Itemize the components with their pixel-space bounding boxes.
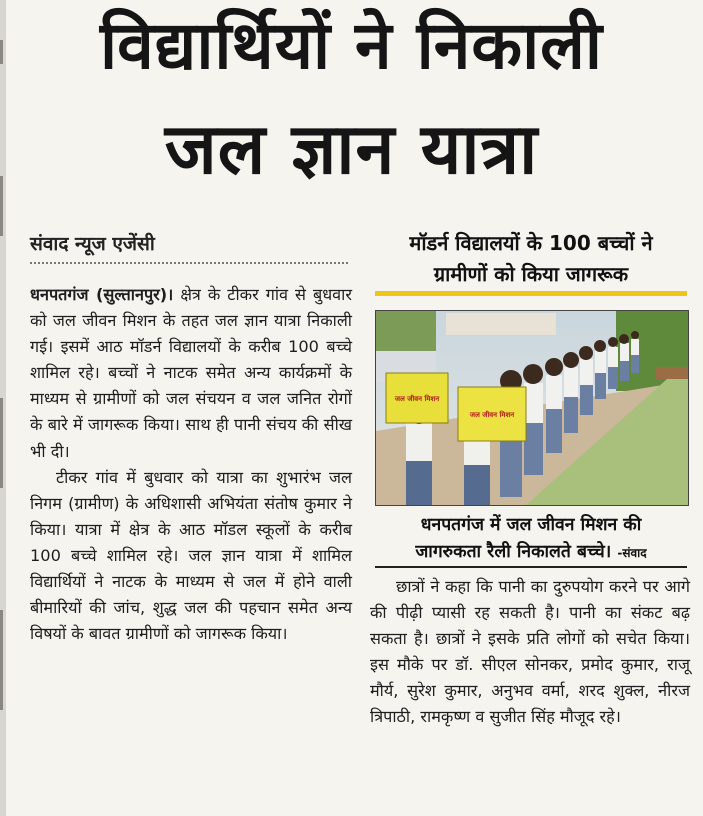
wall (656, 367, 688, 379)
photo-caption (372, 512, 690, 567)
caption-line-1: धनपतगंज में जल जीवन मिशन की (420, 515, 642, 535)
byline: संवाद न्यूज एजेंसी (30, 233, 155, 255)
paragraph-1-text: क्षेत्र के टीकर गांव से बुधवार को जल जीवन मिशन के तहत जल ज्ञान यात्रा निकाली गई। इसमें आठ मॉडर्न विद्यालयों के करीब 100 बच्चे शामिल रहे। बच्चों ने नाटक समेत अन्य कार्यक्रमों के माध्यम से ग्रामीणों को जल संचयन व जल जनित रोगों के बारे में जागरूक किया। साथ ही पानी संचय की सीख भी दी। (30, 285, 352, 461)
caption-line-2: जागरुकता रैली निकालते बच्चे। (415, 542, 612, 562)
placard-1 (386, 373, 448, 423)
article-paragraph-2: टीकर गांव में बुधवार को यात्रा का शुभारंभ जल निगम (ग्रामीण) के अधिशासी अभियंता संतोष कुमार ने किया। यात्रा में क्षेत्र के आठ मॉडल स्कूलों के करीब 100 बच्चे शामिल रहे। जल ज्ञान यात्रा में शामिल विद्यार्थियों ने नाटक के माध्यम से जल में होने वाली बीमारियों की जांच, शुद्ध जल की पहचान समेत अन्य विषयों के बावत ग्रामीणों को जागरूक किया। (30, 467, 352, 644)
subhead-line-2: ग्रामीणों को किया जागरूक (433, 262, 629, 286)
rally-photo-illustration (376, 311, 688, 505)
subhead-line-1: मॉडर्न विद्यालयों के 100 बच्चों ने (409, 231, 653, 255)
dateline: धनपतगंज (सुल्तानपुर)। (30, 285, 174, 304)
trees-left (376, 311, 436, 351)
placard-2 (458, 387, 526, 441)
accent-rule (375, 291, 687, 296)
edge-mark (0, 398, 3, 488)
article-paragraph-3: छात्रों ने कहा कि पानी का दुरुपयोग करने पर आगे की पीढ़ी प्यासी रह सकती है। पानी का संकट बढ़ सकता है। छात्रों ने इसके प्रति लोगों को सचेत किया। इस मौके पर डॉ. सीएल सोनकर, प्रमोद कुमार, राजू मौर्य, सुरेश कुमार, अनुभव वर्मा, शरद शुक्ल, नीरज त्रिपाठी, रामकृष्ण व सुजीत सिंह मौजूद रहे। (370, 577, 690, 727)
banner (446, 313, 556, 335)
byline-divider (30, 262, 348, 264)
article-column-2 (370, 574, 690, 731)
placard-1-text: जल जीवन मिशन (394, 395, 440, 403)
caption-credit: -संवाद (617, 546, 647, 560)
article-paragraph-1 (30, 282, 352, 465)
article-column-1 (30, 282, 352, 647)
edge-mark (0, 610, 3, 710)
caption-rule (375, 566, 687, 568)
rally-photo (375, 310, 689, 506)
sidebar-subhead (372, 228, 690, 290)
placard-2-text: जल जीवन मिशन (469, 411, 515, 419)
headline-line-2: जल ज्ञान यात्रा (164, 108, 539, 190)
headline-line-1: विद्यार्थियों ने निकाली (99, 7, 604, 84)
